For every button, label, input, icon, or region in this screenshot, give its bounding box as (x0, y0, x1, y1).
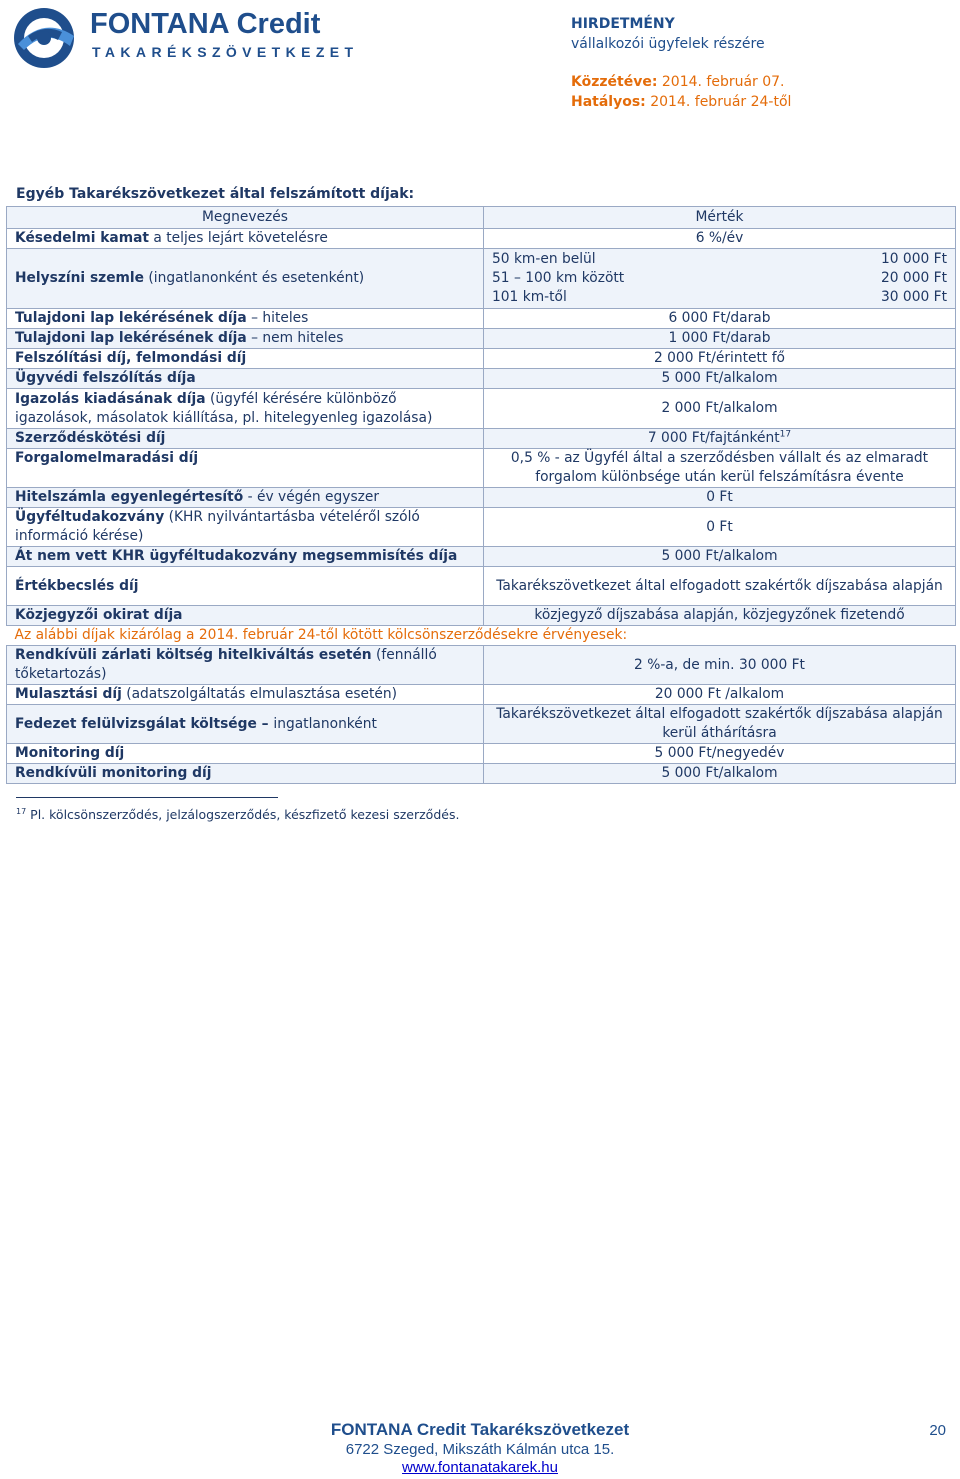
fee-value: 0,5 % - az Ügyfél által a szerződésben vállalt és az elmaradt forgalom különbsége után kerül felszámításra évente (484, 449, 956, 488)
brand-name: FONTANA Credit (90, 8, 321, 40)
table-header-row (7, 207, 956, 229)
fee-name: Felszólítási díj, felmondási díj (7, 349, 484, 369)
fee-value: közjegyző díjszabása alapján, közjegyzőnek fizetendő (484, 606, 956, 626)
table-row (7, 249, 956, 309)
fee-name: Mulasztási díj (adatszolgáltatás elmulasztása esetén) (7, 685, 484, 705)
site-distance: 50 km-en belül (492, 251, 596, 267)
fee-name: Tulajdoni lap lekérésének díja – hiteles (7, 309, 484, 329)
header-subtitle: vállalkozói ügyfelek részére (571, 36, 765, 52)
fee-value: 2 %-a, de min. 30 000 Ft (484, 646, 956, 685)
fee-value: 5 000 Ft/alkalom (484, 547, 956, 567)
col-header-name: Megnevezés (7, 207, 484, 229)
table-row (7, 705, 956, 744)
site-fee: 20 000 Ft (880, 270, 947, 286)
section-title: Egyéb Takarékszövetkezet által felszámított díjak: (16, 186, 415, 202)
fee-value-site-survey (484, 249, 956, 309)
footer-address: 6722 Szeged, Mikszáth Kálmán utca 15. (345, 1441, 615, 1458)
site-fee: 30 000 Ft (880, 289, 947, 305)
fee-value: Takarékszövetkezet által elfogadott szakértők díjszabása alapján (484, 567, 956, 606)
fee-value: Takarékszövetkezet által elfogadott szakértők díjszabása alapján kerül áthárításra (484, 705, 956, 744)
col-header-rate: Mérték (484, 207, 956, 229)
table-row (7, 369, 956, 389)
fee-name: Rendkívüli zárlati költség hitelkiváltás esetén (fennálló tőketartozás) (7, 646, 484, 685)
table-row (7, 389, 956, 429)
fee-name: Helyszíni szemle (ingatlanonként és esetenként) (7, 249, 484, 309)
table-row (7, 567, 956, 606)
fee-name: Forgalomelmaradási díj (7, 449, 484, 488)
table-row (7, 309, 956, 329)
table-row (7, 764, 956, 784)
fee-value: 2 000 Ft/alkalom (484, 389, 956, 429)
announcement-header (571, 14, 791, 112)
table-row (7, 646, 956, 685)
fee-name: Rendkívüli monitoring díj (7, 764, 484, 784)
validity-banner: Az alábbi díjak kizárólag a 2014. február 24-től kötött kölcsönszerződésekre érvényesek: (7, 626, 956, 646)
table-row (7, 744, 956, 764)
table-row (7, 508, 956, 547)
fee-name: Át nem vett KHR ügyféltudakozvány megsemmisítés díja (7, 547, 484, 567)
fee-name: Közjegyzői okirat díja (7, 606, 484, 626)
brand-subtitle: TAKARÉKSZÖVETKEZET (92, 44, 359, 60)
site-distance: 101 km-től (492, 289, 567, 305)
fee-name: Ügyvédi felszólítás díja (7, 369, 484, 389)
fee-name: Fedezet felülvizsgálat költsége – ingatlanonként (7, 705, 484, 744)
fee-value: 1 000 Ft/darab (484, 329, 956, 349)
page-number: 20 (929, 1422, 946, 1439)
table-row (7, 547, 956, 567)
fees-table (6, 206, 956, 784)
fee-name: Késedelmi kamat a teljes lejárt követelésre (7, 229, 484, 249)
page-footer (0, 1420, 960, 1476)
table-row (7, 488, 956, 508)
table-row (7, 685, 956, 705)
site-fee: 10 000 Ft (880, 251, 947, 267)
fee-name: Hitelszámla egyenlegértesítő - év végén egyszer (7, 488, 484, 508)
fee-value: 6 %/év (484, 229, 956, 249)
fee-name: Szerződéskötési díj (7, 429, 484, 449)
fee-value: 5 000 Ft/alkalom (484, 369, 956, 389)
table-row (7, 449, 956, 488)
footer-org: FONTANA Credit Takarékszövetkezet (330, 1420, 630, 1439)
table-banner-row (7, 626, 956, 646)
fee-value: 5 000 Ft/alkalom (484, 764, 956, 784)
fee-name: Tulajdoni lap lekérésének díja – nem hiteles (7, 329, 484, 349)
table-row (7, 229, 956, 249)
published-date: Közzétéve: 2014. február 07. (571, 74, 785, 90)
header-title: HIRDETMÉNY (571, 16, 675, 32)
footer-website-link[interactable]: www.fontanatakarek.hu (402, 1459, 558, 1476)
footnote-ref: 17 (779, 429, 792, 440)
table-row (7, 349, 956, 369)
fee-value: 0 Ft (484, 508, 956, 547)
fee-value: 6 000 Ft/darab (484, 309, 956, 329)
fee-value: 7 000 Ft/fajtánként$^{17}$ (484, 429, 956, 449)
fee-name: Igazolás kiadásának díja (ügyfél kérésére különböző igazolások, másolatok kiállítása, pl. hitelegyenleg igazolása) (7, 389, 484, 429)
fee-name: Monitoring díj (7, 744, 484, 764)
footnote-divider (16, 797, 278, 798)
fee-value: 0 Ft (484, 488, 956, 508)
fee-name: Értékbecslés díj (7, 567, 484, 606)
table-row (7, 329, 956, 349)
brand-logo (8, 6, 359, 70)
table-row (7, 429, 956, 449)
site-distance: 51 – 100 km között (492, 270, 625, 286)
fee-value: 20 000 Ft /alkalom (484, 685, 956, 705)
fee-name: Ügyféltudakozvány (KHR nyilvántartásba vételéről szóló információ kérése) (7, 508, 484, 547)
footnote: $^{17}$ Pl. kölcsönszerződés, jelzálogszerződés, készfizető kezesi szerződés. (16, 807, 460, 823)
fontana-logo-icon (8, 6, 84, 70)
effective-date: Hatályos: 2014. február 24-től (571, 94, 792, 110)
table-row (7, 606, 956, 626)
fee-value: 5 000 Ft/negyedév (484, 744, 956, 764)
fee-value: 2 000 Ft/érintett fő (484, 349, 956, 369)
